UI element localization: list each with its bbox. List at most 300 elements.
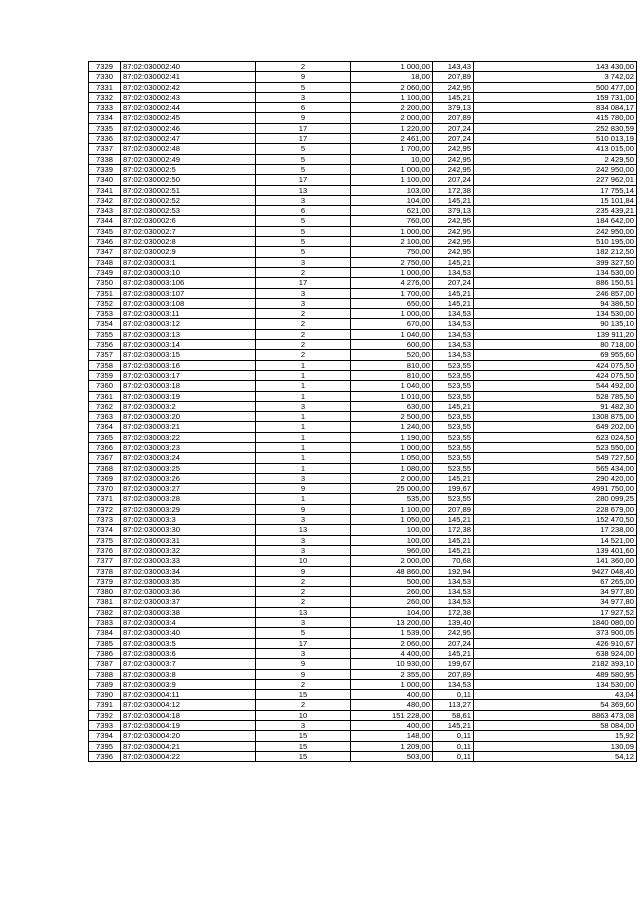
row-number-cell: 7368 [89,463,121,473]
category-cell: 2 [256,267,351,277]
specific-value-cell: 242,95 [433,628,474,638]
area-cell: 750,00 [351,247,433,257]
area-cell: 100,00 [351,525,433,535]
row-number-cell: 7340 [89,175,121,185]
specific-value-cell: 145,21 [433,288,474,298]
area-cell: 18,00 [351,72,433,82]
specific-value-cell: 134,53 [433,576,474,586]
category-cell: 5 [256,226,351,236]
category-cell: 9 [256,484,351,494]
cadastral-value-cell: 235 439,21 [474,206,637,216]
cadastral-number-cell: 87:02:030003:28 [121,494,256,504]
area-cell: 1 100,00 [351,92,433,102]
cadastral-value-cell: 1840 080,00 [474,618,637,628]
cadastral-value-cell: 182 212,50 [474,247,637,257]
specific-value-cell: 207,24 [433,134,474,144]
row-number-cell: 7347 [89,247,121,257]
area-cell: 1 220,00 [351,123,433,133]
cadastral-value-cell: 34 977,80 [474,587,637,597]
area-cell: 760,00 [351,216,433,226]
category-cell: 13 [256,525,351,535]
row-number-cell: 7381 [89,597,121,607]
specific-value-cell: 70,68 [433,556,474,566]
cadastral-number-cell: 87:02:030002:44 [121,103,256,113]
specific-value-cell: 145,21 [433,721,474,731]
area-cell: 103,00 [351,185,433,195]
area-cell: 4 400,00 [351,648,433,658]
specific-value-cell: 207,24 [433,278,474,288]
row-number-cell: 7330 [89,72,121,82]
cadastral-value-cell: 242 950,00 [474,226,637,236]
table-row [89,525,637,535]
cadastral-value-cell: 141 360,00 [474,556,637,566]
cadastral-value-cell: 510 013,19 [474,134,637,144]
row-number-cell: 7339 [89,164,121,174]
cadastral-number-cell: 87:02:030003:9 [121,679,256,689]
cadastral-number-cell: 87:02:030003:7 [121,659,256,669]
cadastral-value-cell: 638 924,00 [474,648,637,658]
cadastral-value-cell: 886 150,51 [474,278,637,288]
category-cell: 10 [256,710,351,720]
category-cell: 13 [256,607,351,617]
cadastral-number-cell: 87:02:030002:7 [121,226,256,236]
category-cell: 1 [256,370,351,380]
cadastral-number-cell: 87:02:030002:51 [121,185,256,195]
category-cell: 2 [256,340,351,350]
area-cell: 2 000,00 [351,556,433,566]
table-row [89,288,637,298]
table-row [89,576,637,586]
cadastral-number-cell: 87:02:030003:32 [121,545,256,555]
specific-value-cell: 242,95 [433,247,474,257]
specific-value-cell: 145,21 [433,401,474,411]
table-row [89,92,637,102]
category-cell: 2 [256,587,351,597]
cadastral-value-cell: 43,04 [474,690,637,700]
category-cell: 9 [256,113,351,123]
cadastral-number-cell: 87:02:030002:45 [121,113,256,123]
specific-value-cell: 58,61 [433,710,474,720]
category-cell: 9 [256,659,351,669]
area-cell: 1 209,00 [351,741,433,751]
row-number-cell: 7346 [89,237,121,247]
row-number-cell: 7367 [89,453,121,463]
cadastral-number-cell: 87:02:030003:16 [121,360,256,370]
category-cell: 13 [256,185,351,195]
area-cell: 1 040,00 [351,329,433,339]
specific-value-cell: 134,53 [433,340,474,350]
area-cell: 1 010,00 [351,391,433,401]
table-row [89,741,637,751]
cadastral-value-cell: 134 530,00 [474,267,637,277]
table-row [89,164,637,174]
category-cell: 3 [256,721,351,731]
cadastral-value-cell: 15,92 [474,731,637,741]
row-number-cell: 7377 [89,556,121,566]
table-row [89,175,637,185]
row-number-cell: 7364 [89,422,121,432]
area-cell: 2 000,00 [351,473,433,483]
table-row [89,237,637,247]
specific-value-cell: 523,55 [433,442,474,452]
cadastral-value-cell: 14 521,00 [474,535,637,545]
cadastral-value-cell: 139 911,20 [474,329,637,339]
table-row [89,535,637,545]
row-number-cell: 7333 [89,103,121,113]
cadastral-number-cell: 87:02:030003:13 [121,329,256,339]
category-cell: 2 [256,62,351,72]
specific-value-cell: 379,13 [433,206,474,216]
category-cell: 1 [256,432,351,442]
area-cell: 10,00 [351,154,433,164]
cadastral-value-cell: 17 927,52 [474,607,637,617]
specific-value-cell: 523,55 [433,381,474,391]
specific-value-cell: 145,21 [433,473,474,483]
category-cell: 2 [256,319,351,329]
cadastral-number-cell: 87:02:030003:6 [121,648,256,658]
category-cell: 5 [256,237,351,247]
category-cell: 15 [256,751,351,761]
table-row [89,422,637,432]
specific-value-cell: 0,11 [433,741,474,751]
cadastral-value-cell: 69 955,60 [474,350,637,360]
cadastral-number-cell: 87:02:030003:36 [121,587,256,597]
area-cell: 650,00 [351,298,433,308]
specific-value-cell: 523,55 [433,494,474,504]
area-cell: 630,00 [351,401,433,411]
specific-value-cell: 0,11 [433,731,474,741]
specific-value-cell: 134,53 [433,679,474,689]
specific-value-cell: 523,55 [433,453,474,463]
table-row [89,463,637,473]
row-number-cell: 7392 [89,710,121,720]
row-number-cell: 7344 [89,216,121,226]
cadastral-number-cell: 87:02:030002:47 [121,134,256,144]
row-number-cell: 7393 [89,721,121,731]
table-row [89,319,637,329]
table-row [89,134,637,144]
category-cell: 3 [256,401,351,411]
specific-value-cell: 145,21 [433,195,474,205]
cadastral-number-cell: 87:02:030002:5 [121,164,256,174]
category-cell: 6 [256,206,351,216]
cadastral-number-cell: 87:02:030003:30 [121,525,256,535]
table-row [89,679,637,689]
table-row [89,721,637,731]
area-cell: 621,00 [351,206,433,216]
cadastral-number-cell: 87:02:030004:11 [121,690,256,700]
category-cell: 17 [256,123,351,133]
row-number-cell: 7373 [89,515,121,525]
cadastral-value-cell: 58 084,00 [474,721,637,731]
cadastral-number-cell: 87:02:030003:4 [121,618,256,628]
cadastral-value-cell: 54 369,60 [474,700,637,710]
table-row [89,329,637,339]
area-cell: 1 700,00 [351,144,433,154]
specific-value-cell: 172,38 [433,607,474,617]
table-row [89,72,637,82]
area-cell: 400,00 [351,721,433,731]
table-row [89,62,637,72]
cadastral-number-cell: 87:02:030003:1 [121,257,256,267]
specific-value-cell: 242,95 [433,237,474,247]
category-cell: 15 [256,690,351,700]
cadastral-number-cell: 87:02:030003:5 [121,638,256,648]
area-cell: 2 100,00 [351,237,433,247]
cadastral-number-cell: 87:02:030003:22 [121,432,256,442]
table-row [89,628,637,638]
row-number-cell: 7356 [89,340,121,350]
cadastral-value-cell: 528 785,50 [474,391,637,401]
category-cell: 5 [256,164,351,174]
cadastral-value-cell: 399 327,50 [474,257,637,267]
area-cell: 1 080,00 [351,463,433,473]
cadastral-number-cell: 87:02:030004:21 [121,741,256,751]
table-row [89,154,637,164]
row-number-cell: 7396 [89,751,121,761]
specific-value-cell: 207,89 [433,504,474,514]
row-number-cell: 7387 [89,659,121,669]
table-row [89,556,637,566]
cadastral-value-cell: 4991 750,00 [474,484,637,494]
specific-value-cell: 242,95 [433,82,474,92]
cadastral-value-cell: 80 718,00 [474,340,637,350]
category-cell: 2 [256,597,351,607]
specific-value-cell: 192,94 [433,566,474,576]
table-row [89,545,637,555]
table-row [89,298,637,308]
category-cell: 2 [256,350,351,360]
table-row [89,504,637,514]
table-row [89,391,637,401]
specific-value-cell: 172,38 [433,525,474,535]
area-cell: 2 355,00 [351,669,433,679]
cadastral-number-cell: 87:02:030002:52 [121,195,256,205]
category-cell: 1 [256,442,351,452]
category-cell: 3 [256,288,351,298]
row-number-cell: 7353 [89,309,121,319]
row-number-cell: 7359 [89,370,121,380]
row-number-cell: 7341 [89,185,121,195]
table-row [89,123,637,133]
cadastral-value-cell: 290 420,00 [474,473,637,483]
cadastral-value-cell: 3 742,02 [474,72,637,82]
cadastral-value-cell: 549 727,50 [474,453,637,463]
cadastral-number-cell: 87:02:030003:10 [121,267,256,277]
area-cell: 48 860,00 [351,566,433,576]
specific-value-cell: 134,53 [433,267,474,277]
area-cell: 2 000,00 [351,113,433,123]
category-cell: 1 [256,463,351,473]
row-number-cell: 7394 [89,731,121,741]
area-cell: 670,00 [351,319,433,329]
table-row [89,515,637,525]
cadastral-number-cell: 87:02:030002:46 [121,123,256,133]
table-row [89,494,637,504]
specific-value-cell: 242,95 [433,144,474,154]
cadastral-value-cell: 252 830,59 [474,123,637,133]
cadastral-value-cell: 2 429,50 [474,154,637,164]
category-cell: 3 [256,618,351,628]
specific-value-cell: 145,21 [433,298,474,308]
table-row [89,751,637,761]
cadastral-number-cell: 87:02:030003:37 [121,597,256,607]
cadastral-number-cell: 87:02:030002:50 [121,175,256,185]
row-number-cell: 7331 [89,82,121,92]
table-row [89,195,637,205]
table-row [89,453,637,463]
specific-value-cell: 207,89 [433,72,474,82]
specific-value-cell: 145,21 [433,545,474,555]
category-cell: 5 [256,216,351,226]
row-number-cell: 7334 [89,113,121,123]
row-number-cell: 7380 [89,587,121,597]
area-cell: 2 060,00 [351,638,433,648]
specific-value-cell: 134,53 [433,350,474,360]
row-number-cell: 7376 [89,545,121,555]
cadastral-value-table [88,61,637,762]
table-row [89,350,637,360]
category-cell: 1 [256,494,351,504]
table-row [89,82,637,92]
category-cell: 9 [256,566,351,576]
specific-value-cell: 207,24 [433,175,474,185]
cadastral-value-cell: 510 195,00 [474,237,637,247]
specific-value-cell: 145,21 [433,535,474,545]
category-cell: 1 [256,412,351,422]
specific-value-cell: 523,55 [433,412,474,422]
cadastral-value-cell: 424 075,50 [474,370,637,380]
specific-value-cell: 199,67 [433,484,474,494]
category-cell: 3 [256,257,351,267]
cadastral-value-cell: 159 731,00 [474,92,637,102]
specific-value-cell: 207,24 [433,123,474,133]
row-number-cell: 7349 [89,267,121,277]
category-cell: 17 [256,278,351,288]
area-cell: 2 500,00 [351,412,433,422]
row-number-cell: 7329 [89,62,121,72]
specific-value-cell: 523,55 [433,422,474,432]
cadastral-value-cell: 523 550,00 [474,442,637,452]
category-cell: 17 [256,134,351,144]
cadastral-number-cell: 87:02:030003:34 [121,566,256,576]
area-cell: 4 276,00 [351,278,433,288]
specific-value-cell: 523,55 [433,463,474,473]
cadastral-value-cell: 134 530,00 [474,679,637,689]
cadastral-number-cell: 87:02:030004:20 [121,731,256,741]
table-row [89,607,637,617]
row-number-cell: 7395 [89,741,121,751]
row-number-cell: 7354 [89,319,121,329]
row-number-cell: 7361 [89,391,121,401]
row-number-cell: 7352 [89,298,121,308]
specific-value-cell: 199,67 [433,659,474,669]
area-cell: 1 539,00 [351,628,433,638]
category-cell: 2 [256,329,351,339]
cadastral-value-cell: 15 101,84 [474,195,637,205]
table-row [89,690,637,700]
specific-value-cell: 523,55 [433,391,474,401]
area-cell: 1 000,00 [351,226,433,236]
cadastral-value-cell: 544 492,00 [474,381,637,391]
specific-value-cell: 145,21 [433,257,474,267]
row-number-cell: 7388 [89,669,121,679]
row-number-cell: 7386 [89,648,121,658]
cadastral-value-cell: 143 430,00 [474,62,637,72]
area-cell: 151 228,00 [351,710,433,720]
row-number-cell: 7378 [89,566,121,576]
row-number-cell: 7391 [89,700,121,710]
area-cell: 1 190,00 [351,432,433,442]
area-cell: 1 000,00 [351,309,433,319]
cadastral-value-cell: 623 024,50 [474,432,637,442]
table-row [89,659,637,669]
category-cell: 5 [256,144,351,154]
specific-value-cell: 523,55 [433,432,474,442]
row-number-cell: 7338 [89,154,121,164]
area-cell: 2 060,00 [351,82,433,92]
cadastral-number-cell: 87:02:030003:11 [121,309,256,319]
cadastral-number-cell: 87:02:030003:27 [121,484,256,494]
row-number-cell: 7389 [89,679,121,689]
cadastral-number-cell: 87:02:030003:17 [121,370,256,380]
row-number-cell: 7382 [89,607,121,617]
cadastral-value-cell: 413 015,00 [474,144,637,154]
category-cell: 3 [256,535,351,545]
cadastral-number-cell: 87:02:030004:22 [121,751,256,761]
table-row [89,381,637,391]
cadastral-number-cell: 87:02:030003:40 [121,628,256,638]
area-cell: 260,00 [351,587,433,597]
specific-value-cell: 523,55 [433,370,474,380]
specific-value-cell: 207,89 [433,669,474,679]
area-cell: 2 200,00 [351,103,433,113]
cadastral-value-cell: 8863 473,08 [474,710,637,720]
row-number-cell: 7383 [89,618,121,628]
cadastral-number-cell: 87:02:030003:3 [121,515,256,525]
cadastral-value-cell: 9427 048,40 [474,566,637,576]
table-row [89,206,637,216]
cadastral-number-cell: 87:02:030003:2 [121,401,256,411]
cadastral-value-cell: 2182 393,10 [474,659,637,669]
area-cell: 13 200,00 [351,618,433,628]
category-cell: 9 [256,504,351,514]
row-number-cell: 7365 [89,432,121,442]
category-cell: 1 [256,381,351,391]
area-cell: 1 050,00 [351,453,433,463]
cadastral-value-cell: 415 780,00 [474,113,637,123]
cadastral-number-cell: 87:02:030003:24 [121,453,256,463]
area-cell: 104,00 [351,607,433,617]
row-number-cell: 7372 [89,504,121,514]
specific-value-cell: 242,95 [433,216,474,226]
row-number-cell: 7363 [89,412,121,422]
area-cell: 600,00 [351,340,433,350]
table-row [89,370,637,380]
row-number-cell: 7332 [89,92,121,102]
category-cell: 3 [256,92,351,102]
area-cell: 1 000,00 [351,164,433,174]
specific-value-cell: 523,55 [433,360,474,370]
table-row [89,278,637,288]
cadastral-value-cell: 424 075,50 [474,360,637,370]
cadastral-number-cell: 87:02:030002:9 [121,247,256,257]
area-cell: 260,00 [351,597,433,607]
category-cell: 3 [256,545,351,555]
category-cell: 2 [256,309,351,319]
category-cell: 17 [256,175,351,185]
area-cell: 503,00 [351,751,433,761]
